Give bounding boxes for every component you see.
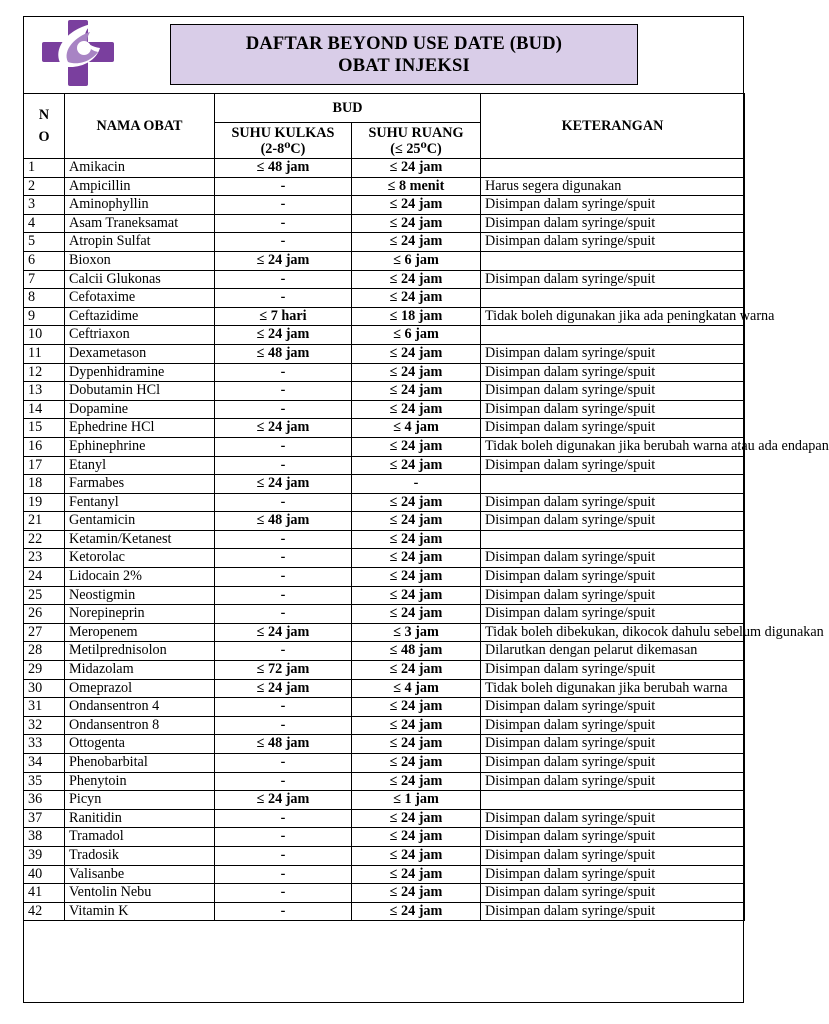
row-no: 18	[24, 475, 65, 494]
row-name: Dopamine	[65, 400, 215, 419]
row-fridge: -	[215, 772, 352, 791]
table-row	[24, 661, 745, 680]
row-no: 38	[24, 828, 65, 847]
table-row	[24, 307, 745, 326]
row-room: ≤ 24 jam	[352, 605, 481, 624]
row-name: Ketorolac	[65, 549, 215, 568]
header-name: NAMA OBAT	[65, 94, 215, 159]
row-room: ≤ 1 jam	[352, 791, 481, 810]
row-fridge: ≤ 24 jam	[215, 326, 352, 345]
table-row	[24, 233, 745, 252]
row-note: Dilarutkan dengan pelarut dikemasan	[481, 642, 745, 661]
row-room: ≤ 24 jam	[352, 698, 481, 717]
row-note: Disimpan dalam syringe/spuit	[481, 846, 745, 865]
row-note	[481, 530, 745, 549]
bud-table	[23, 93, 829, 921]
table-row	[24, 456, 745, 475]
row-room: ≤ 18 jam	[352, 307, 481, 326]
table-row	[24, 698, 745, 717]
row-name: Gentamicin	[65, 512, 215, 531]
row-room: ≤ 24 jam	[352, 530, 481, 549]
row-note: Harus segera digunakan	[481, 177, 745, 196]
row-room: ≤ 24 jam	[352, 456, 481, 475]
row-note: Disimpan dalam syringe/spuit	[481, 754, 745, 773]
row-note: Disimpan dalam syringe/spuit	[481, 698, 745, 717]
row-name: Omeprazol	[65, 679, 215, 698]
row-no: 9	[24, 307, 65, 326]
row-fridge: -	[215, 289, 352, 308]
row-name: Aminophyllin	[65, 196, 215, 215]
row-room: -	[352, 475, 481, 494]
row-note: Disimpan dalam syringe/spuit	[481, 214, 745, 233]
row-room: ≤ 24 jam	[352, 884, 481, 903]
row-fridge: ≤ 48 jam	[215, 512, 352, 531]
row-no: 41	[24, 884, 65, 903]
row-fridge: ≤ 48 jam	[215, 159, 352, 178]
row-note	[481, 475, 745, 494]
row-no: 35	[24, 772, 65, 791]
row-name: Ranitidin	[65, 809, 215, 828]
row-room: ≤ 24 jam	[352, 846, 481, 865]
row-fridge: -	[215, 214, 352, 233]
row-no: 39	[24, 846, 65, 865]
table-row	[24, 828, 745, 847]
row-room: ≤ 24 jam	[352, 754, 481, 773]
row-name: Cefotaxime	[65, 289, 215, 308]
row-note	[481, 159, 745, 178]
row-no: 37	[24, 809, 65, 828]
row-no: 17	[24, 456, 65, 475]
header-bud: BUD	[215, 94, 481, 123]
row-name: Bioxon	[65, 251, 215, 270]
row-note: Disimpan dalam syringe/spuit	[481, 493, 745, 512]
row-fridge: -	[215, 605, 352, 624]
row-note: Disimpan dalam syringe/spuit	[481, 586, 745, 605]
row-note: Disimpan dalam syringe/spuit	[481, 902, 745, 921]
row-fridge: -	[215, 754, 352, 773]
row-no: 3	[24, 196, 65, 215]
row-name: Tradosik	[65, 846, 215, 865]
header-no: N O	[24, 94, 65, 159]
row-note: Disimpan dalam syringe/spuit	[481, 809, 745, 828]
row-name: Asam Traneksamat	[65, 214, 215, 233]
row-name: Ephinephrine	[65, 437, 215, 456]
row-no: 24	[24, 568, 65, 587]
row-room: ≤ 24 jam	[352, 289, 481, 308]
row-no: 11	[24, 344, 65, 363]
row-no: 29	[24, 661, 65, 680]
row-no: 22	[24, 530, 65, 549]
row-name: Ondansentron 8	[65, 716, 215, 735]
row-no: 19	[24, 493, 65, 512]
row-room: ≤ 6 jam	[352, 251, 481, 270]
row-note: Disimpan dalam syringe/spuit	[481, 344, 745, 363]
row-room: ≤ 24 jam	[352, 865, 481, 884]
row-note: Disimpan dalam syringe/spuit	[481, 605, 745, 624]
header-fridge: SUHU KULKAS (2-8⁰C)	[215, 123, 352, 159]
row-fridge: -	[215, 642, 352, 661]
table-row	[24, 902, 745, 921]
row-no: 33	[24, 735, 65, 754]
row-note: Disimpan dalam syringe/spuit	[481, 549, 745, 568]
row-name: Valisanbe	[65, 865, 215, 884]
table-row	[24, 530, 745, 549]
row-no: 16	[24, 437, 65, 456]
table-row	[24, 344, 745, 363]
row-fridge: ≤ 24 jam	[215, 623, 352, 642]
row-fridge: -	[215, 196, 352, 215]
table-row	[24, 214, 745, 233]
row-name: Vitamin K	[65, 902, 215, 921]
row-name: Ondansentron 4	[65, 698, 215, 717]
row-fridge: ≤ 72 jam	[215, 661, 352, 680]
row-note: Disimpan dalam syringe/spuit	[481, 456, 745, 475]
row-fridge: -	[215, 493, 352, 512]
row-fridge: -	[215, 270, 352, 289]
row-name: Atropin Sulfat	[65, 233, 215, 252]
row-name: Ottogenta	[65, 735, 215, 754]
row-note: Disimpan dalam syringe/spuit	[481, 419, 745, 438]
table-row	[24, 809, 745, 828]
row-no: 14	[24, 400, 65, 419]
row-name: Ampicillin	[65, 177, 215, 196]
row-no: 4	[24, 214, 65, 233]
row-no: 2	[24, 177, 65, 196]
row-fridge: ≤ 7 hari	[215, 307, 352, 326]
table-row	[24, 493, 745, 512]
row-name: Dypenhidramine	[65, 363, 215, 382]
row-no: 42	[24, 902, 65, 921]
row-fridge: -	[215, 382, 352, 401]
row-note: Disimpan dalam syringe/spuit	[481, 884, 745, 903]
row-no: 12	[24, 363, 65, 382]
table-row	[24, 363, 745, 382]
row-room: ≤ 24 jam	[352, 344, 481, 363]
row-room: ≤ 3 jam	[352, 623, 481, 642]
table-row	[24, 642, 745, 661]
row-name: Ceftriaxon	[65, 326, 215, 345]
row-no: 1	[24, 159, 65, 178]
table-row	[24, 884, 745, 903]
row-fridge: ≤ 24 jam	[215, 679, 352, 698]
table-row	[24, 419, 745, 438]
row-fridge: ≤ 24 jam	[215, 251, 352, 270]
row-name: Amikacin	[65, 159, 215, 178]
row-fridge: -	[215, 530, 352, 549]
row-note	[481, 326, 745, 345]
row-room: ≤ 4 jam	[352, 419, 481, 438]
row-room: ≤ 24 jam	[352, 549, 481, 568]
title-line-2: OBAT INJEKSI	[338, 55, 470, 76]
row-name: Ventolin Nebu	[65, 884, 215, 903]
row-note: Disimpan dalam syringe/spuit	[481, 270, 745, 289]
row-no: 23	[24, 549, 65, 568]
table-row	[24, 289, 745, 308]
row-room: ≤ 24 jam	[352, 512, 481, 531]
row-fridge: ≤ 24 jam	[215, 791, 352, 810]
row-name: Norepineprin	[65, 605, 215, 624]
row-name: Picyn	[65, 791, 215, 810]
row-fridge: -	[215, 568, 352, 587]
row-no: 32	[24, 716, 65, 735]
row-name: Dobutamin HCl	[65, 382, 215, 401]
row-fridge: -	[215, 177, 352, 196]
row-name: Lidocain 2%	[65, 568, 215, 587]
row-no: 30	[24, 679, 65, 698]
row-fridge: -	[215, 846, 352, 865]
row-no: 15	[24, 419, 65, 438]
row-note: Disimpan dalam syringe/spuit	[481, 400, 745, 419]
row-fridge: -	[215, 884, 352, 903]
row-room: ≤ 24 jam	[352, 809, 481, 828]
table-row	[24, 586, 745, 605]
row-room: ≤ 24 jam	[352, 270, 481, 289]
table-row	[24, 549, 745, 568]
row-name: Farmabes	[65, 475, 215, 494]
row-fridge: -	[215, 828, 352, 847]
row-note: Disimpan dalam syringe/spuit	[481, 828, 745, 847]
table-row	[24, 846, 745, 865]
table-row	[24, 159, 745, 178]
row-fridge: -	[215, 456, 352, 475]
row-name: Phenobarbital	[65, 754, 215, 773]
row-room: ≤ 24 jam	[352, 661, 481, 680]
row-fridge: -	[215, 865, 352, 884]
hospital-cross-logo-icon	[40, 18, 116, 88]
row-no: 40	[24, 865, 65, 884]
row-name: Ceftazidime	[65, 307, 215, 326]
row-name: Ephedrine HCl	[65, 419, 215, 438]
row-no: 8	[24, 289, 65, 308]
row-name: Meropenem	[65, 623, 215, 642]
row-room: ≤ 48 jam	[352, 642, 481, 661]
row-fridge: ≤ 24 jam	[215, 419, 352, 438]
row-fridge: -	[215, 400, 352, 419]
row-fridge: -	[215, 716, 352, 735]
row-room: ≤ 24 jam	[352, 382, 481, 401]
row-no: 26	[24, 605, 65, 624]
row-no: 31	[24, 698, 65, 717]
title-line-1: DAFTAR BEYOND USE DATE (BUD)	[245, 33, 563, 54]
row-name: Ketamin/Ketanest	[65, 530, 215, 549]
table-row	[24, 270, 745, 289]
row-no: 25	[24, 586, 65, 605]
row-note: Disimpan dalam syringe/spuit	[481, 233, 745, 252]
table-row	[24, 400, 745, 419]
row-fridge: ≤ 48 jam	[215, 344, 352, 363]
row-room: ≤ 24 jam	[352, 493, 481, 512]
row-room: ≤ 24 jam	[352, 400, 481, 419]
row-room: ≤ 24 jam	[352, 772, 481, 791]
table-row	[24, 735, 745, 754]
row-room: ≤ 24 jam	[352, 902, 481, 921]
table-row	[24, 326, 745, 345]
row-fridge: -	[215, 586, 352, 605]
row-fridge: ≤ 24 jam	[215, 475, 352, 494]
table-row	[24, 754, 745, 773]
row-no: 6	[24, 251, 65, 270]
table-row	[24, 196, 745, 215]
row-note: Disimpan dalam syringe/spuit	[481, 716, 745, 735]
row-note: Tidak boleh dibekukan, dikocok dahulu sebelum digunakan	[481, 623, 745, 642]
row-no: 10	[24, 326, 65, 345]
table-row	[24, 251, 745, 270]
table-row	[24, 177, 745, 196]
table-row	[24, 716, 745, 735]
table-row	[24, 512, 745, 531]
row-room: ≤ 24 jam	[352, 716, 481, 735]
row-name: Neostigmin	[65, 586, 215, 605]
title-box	[170, 24, 638, 85]
row-room: ≤ 24 jam	[352, 196, 481, 215]
header-note: KETERANGAN	[481, 94, 745, 159]
header-room: SUHU RUANG (≤ 25⁰C)	[352, 123, 481, 159]
row-room: ≤ 24 jam	[352, 735, 481, 754]
row-note: Disimpan dalam syringe/spuit	[481, 382, 745, 401]
table-row	[24, 679, 745, 698]
row-fridge: -	[215, 437, 352, 456]
row-note: Disimpan dalam syringe/spuit	[481, 865, 745, 884]
table-row	[24, 568, 745, 587]
row-room: ≤ 24 jam	[352, 233, 481, 252]
row-room: ≤ 24 jam	[352, 214, 481, 233]
row-note: Disimpan dalam syringe/spuit	[481, 512, 745, 531]
row-name: Phenytoin	[65, 772, 215, 791]
table-row	[24, 772, 745, 791]
row-no: 13	[24, 382, 65, 401]
table-row	[24, 605, 745, 624]
row-name: Calcii Glukonas	[65, 270, 215, 289]
row-note: Disimpan dalam syringe/spuit	[481, 363, 745, 382]
table-row	[24, 475, 745, 494]
row-no: 7	[24, 270, 65, 289]
row-no: 21	[24, 512, 65, 531]
row-note: Disimpan dalam syringe/spuit	[481, 772, 745, 791]
row-note: Disimpan dalam syringe/spuit	[481, 735, 745, 754]
row-fridge: -	[215, 363, 352, 382]
row-name: Tramadol	[65, 828, 215, 847]
row-room: ≤ 24 jam	[352, 586, 481, 605]
row-name: Fentanyl	[65, 493, 215, 512]
row-note	[481, 791, 745, 810]
row-room: ≤ 24 jam	[352, 828, 481, 847]
row-no: 5	[24, 233, 65, 252]
row-room: ≤ 24 jam	[352, 363, 481, 382]
row-name: Metilprednisolon	[65, 642, 215, 661]
row-name: Midazolam	[65, 661, 215, 680]
row-fridge: -	[215, 549, 352, 568]
table-row	[24, 437, 745, 456]
row-note: Disimpan dalam syringe/spuit	[481, 568, 745, 587]
row-room: ≤ 24 jam	[352, 568, 481, 587]
row-fridge: -	[215, 233, 352, 252]
row-no: 28	[24, 642, 65, 661]
table-row	[24, 382, 745, 401]
table-row	[24, 791, 745, 810]
row-note: Tidak boleh digunakan jika berubah warna	[481, 679, 745, 698]
row-note	[481, 289, 745, 308]
row-room: ≤ 6 jam	[352, 326, 481, 345]
row-fridge: -	[215, 698, 352, 717]
table-row	[24, 623, 745, 642]
row-no: 34	[24, 754, 65, 773]
row-note: Disimpan dalam syringe/spuit	[481, 196, 745, 215]
row-note: Tidak boleh digunakan jika ada peningkatan warna	[481, 307, 745, 326]
row-note: Disimpan dalam syringe/spuit	[481, 661, 745, 680]
row-name: Etanyl	[65, 456, 215, 475]
row-fridge: -	[215, 902, 352, 921]
row-note	[481, 251, 745, 270]
row-name: Dexametason	[65, 344, 215, 363]
row-fridge: ≤ 48 jam	[215, 735, 352, 754]
row-room: ≤ 8 menit	[352, 177, 481, 196]
row-no: 27	[24, 623, 65, 642]
row-room: ≤ 4 jam	[352, 679, 481, 698]
row-fridge: -	[215, 809, 352, 828]
row-room: ≤ 24 jam	[352, 437, 481, 456]
row-no: 36	[24, 791, 65, 810]
row-note: Tidak boleh digunakan jika berubah warna atau ada endapan	[481, 437, 745, 456]
table-row	[24, 865, 745, 884]
row-room: ≤ 24 jam	[352, 159, 481, 178]
